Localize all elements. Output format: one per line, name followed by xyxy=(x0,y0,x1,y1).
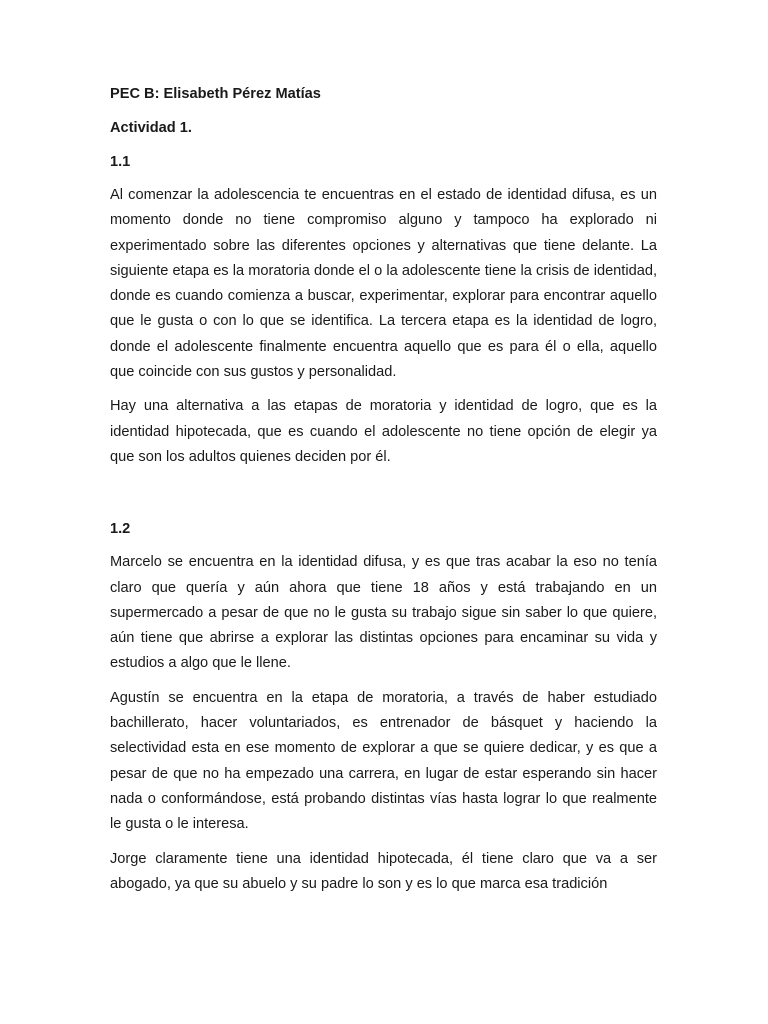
section-heading: 1.2 xyxy=(110,521,131,538)
section-1-1 xyxy=(110,151,657,470)
section-1-2 xyxy=(110,518,657,897)
paragraph: Marcelo se encuentra en la identidad difusa, y es que tras acabar la eso no tenía claro que quería y aún ahora que tiene 18 años y está trabajando en un supermercado a pesar de que no le gusta su trabajo sigue sin saber lo que quiere, aún tiene que abrirse a explorar las distintas opciones para encaminar su vida y estudios a algo que le llene. xyxy=(110,554,657,672)
paragraph: Hay una alternativa a las etapas de moratoria y identidad de logro, que es la identidad hipotecada, que es cuando el adolescente no tiene opción de elegir ya que son los adultos quienes deciden por él. xyxy=(110,398,657,465)
section-spacer xyxy=(110,479,657,518)
paragraph: Al comenzar la adolescencia te encuentras en el estado de identidad difusa, es un momento donde no tiene compromiso alguno y tampoco ha explorado ni experimentado sobre las diferentes opciones y alternativas que tiene delante. La siguiente etapa es la moratoria donde el o la adolescente tiene la crisis de identidad, donde es cuando comienza a buscar, experimentar, explorar para encontrar aquello que le gusta o con lo que se identifica. La tercera etapa es la identidad de logro, donde el adolescente finalmente encuentra aquello que es para él o ella, aquello que coincide con sus gustos y personalidad. xyxy=(110,187,657,381)
document-body xyxy=(110,83,657,906)
paragraph: Jorge claramente tiene una identidad hipotecada, él tiene claro que va a ser abogado, ya que su abuelo y su padre lo son y es lo que marca esa tradición xyxy=(110,850,657,892)
document-title: PEC B: Elisabeth Pérez Matías xyxy=(110,86,321,102)
section-heading: 1.1 xyxy=(110,154,131,170)
activity-heading: Actividad 1. xyxy=(110,120,192,136)
paragraph: Agustín se encuentra en la etapa de moratoria, a través de haber estudiado bachillerato, hacer voluntariados, es entrenador de básquet y haciendo la selectividad esta en ese momento de explorar a que se quiere dedicar, y es que a pesar de que no ha empezado una carrera, en lugar de estar esperando sin hacer nada o conformándose, está probando distintas vías hasta lograr lo que realmente le gusta o le interesa. xyxy=(110,689,657,833)
